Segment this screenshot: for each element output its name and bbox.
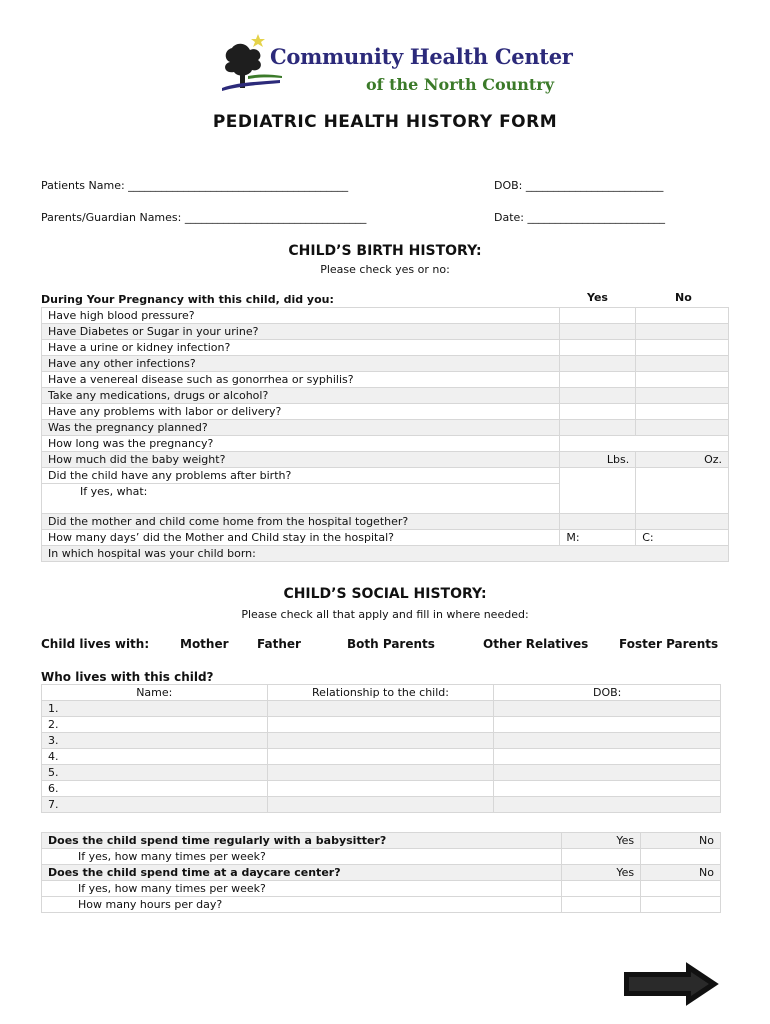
lbs-field[interactable]: Lbs.: [560, 452, 636, 468]
no-checkbox[interactable]: [636, 356, 729, 372]
question: Have high blood pressure?: [42, 308, 560, 324]
question: Have a urine or kidney infection?: [42, 340, 560, 356]
question: Have a venereal disease such as gonorrhea or syphilis?: [42, 372, 560, 388]
answer-cell[interactable]: [641, 849, 721, 865]
table-row: [42, 324, 729, 340]
pregnancy-question-header: During Your Pregnancy with this child, did you:: [41, 293, 334, 306]
org-name: Community Health Center: [270, 44, 573, 69]
oz-field[interactable]: Oz.: [636, 452, 729, 468]
yes-checkbox[interactable]: [560, 404, 636, 420]
option-mother[interactable]: Mother: [180, 637, 229, 651]
table-row: [42, 308, 729, 324]
birth-history-table: [41, 307, 729, 562]
babysitter-question: Does the child spend time regularly with a babysitter?: [42, 833, 562, 849]
row-number[interactable]: 5.: [42, 765, 268, 781]
row-number[interactable]: 6.: [42, 781, 268, 797]
relationship-cell[interactable]: [267, 765, 494, 781]
question[interactable]: If yes, what:: [42, 484, 560, 514]
table-row: [42, 781, 721, 797]
question: How many days’ did the Mother and Child stay in the hospital?: [42, 530, 560, 546]
form-title: PEDIATRIC HEALTH HISTORY FORM: [212, 112, 558, 132]
row-number[interactable]: 1.: [42, 701, 268, 717]
yes-checkbox[interactable]: [560, 468, 636, 514]
table-row: [42, 765, 721, 781]
no-checkbox[interactable]: [636, 308, 729, 324]
table-row: [42, 436, 729, 452]
table-row: [42, 717, 721, 733]
no-checkbox[interactable]: [636, 404, 729, 420]
lives-with-label: Child lives with:: [41, 637, 150, 651]
date-field[interactable]: Date: _________________________: [494, 211, 665, 224]
question: Have any other infections?: [42, 356, 560, 372]
dob-field[interactable]: DOB: _________________________: [494, 179, 664, 192]
table-row: [42, 468, 729, 484]
option-other-relatives[interactable]: Other Relatives: [483, 637, 589, 651]
relationship-cell[interactable]: [267, 717, 494, 733]
dob-cell[interactable]: [494, 797, 721, 813]
question: How much did the baby weight?: [42, 452, 560, 468]
table-row: [42, 881, 721, 897]
babysitter-no[interactable]: No: [641, 833, 721, 849]
option-both-parents[interactable]: Both Parents: [347, 637, 435, 651]
option-foster-parents[interactable]: Foster Parents: [619, 637, 719, 651]
relationship-cell[interactable]: [267, 797, 494, 813]
table-row: [42, 452, 729, 468]
yes-checkbox[interactable]: [560, 420, 636, 436]
no-checkbox[interactable]: [636, 468, 729, 514]
yes-checkbox[interactable]: [560, 356, 636, 372]
table-row: [42, 514, 729, 530]
question: Was the pregnancy planned?: [42, 420, 560, 436]
babysitter-yes[interactable]: Yes: [562, 833, 641, 849]
answer-cell[interactable]: [560, 436, 729, 452]
dob-cell[interactable]: [494, 717, 721, 733]
next-arrow-icon: [623, 962, 719, 1006]
relationship-cell[interactable]: [267, 701, 494, 717]
table-row: [42, 833, 721, 849]
yes-checkbox[interactable]: [560, 340, 636, 356]
no-checkbox[interactable]: [636, 340, 729, 356]
yes-checkbox[interactable]: [560, 324, 636, 340]
yes-checkbox[interactable]: [560, 308, 636, 324]
table-row: [42, 897, 721, 913]
answer-cell[interactable]: [641, 881, 721, 897]
answer-cell[interactable]: [641, 897, 721, 913]
table-header-row: [42, 685, 721, 701]
table-row: [42, 420, 729, 436]
table-row: [42, 356, 729, 372]
table-row: [42, 546, 729, 562]
table-row: [42, 797, 721, 813]
social-history-instruction: Please check all that apply and fill in where needed:: [241, 608, 529, 621]
table-row: [42, 530, 729, 546]
mother-days-field[interactable]: M:: [560, 530, 636, 546]
relationship-cell[interactable]: [267, 733, 494, 749]
answer-cell[interactable]: [562, 849, 641, 865]
question: How long was the pregnancy?: [42, 436, 560, 452]
question: Did the child have any problems after birth?: [42, 468, 560, 484]
relationship-cell[interactable]: [267, 749, 494, 765]
who-lives-label: Who lives with this child?: [41, 670, 214, 684]
question: Have Diabetes or Sugar in your urine?: [42, 324, 560, 340]
daycare-followup-hours[interactable]: How many hours per day?: [42, 897, 562, 913]
answer-cell[interactable]: [562, 881, 641, 897]
dob-cell[interactable]: [494, 781, 721, 797]
answer-cell[interactable]: [562, 897, 641, 913]
yes-checkbox[interactable]: [560, 388, 636, 404]
guardian-names-field[interactable]: Parents/Guardian Names: _________________________________: [41, 211, 367, 224]
col-dob: DOB:: [494, 685, 721, 701]
daycare-followup-times[interactable]: If yes, how many times per week?: [42, 881, 562, 897]
table-row: [42, 340, 729, 356]
yes-checkbox[interactable]: [560, 514, 636, 530]
col-relationship: Relationship to the child:: [267, 685, 494, 701]
no-checkbox[interactable]: [636, 420, 729, 436]
child-days-field[interactable]: C:: [636, 530, 729, 546]
household-table: [41, 684, 721, 813]
row-number[interactable]: 4.: [42, 749, 268, 765]
no-header: No: [675, 291, 692, 304]
table-row: [42, 388, 729, 404]
table-row: [42, 733, 721, 749]
no-checkbox[interactable]: [636, 372, 729, 388]
table-row: [42, 865, 721, 881]
dob-cell[interactable]: [494, 749, 721, 765]
babysitter-followup[interactable]: If yes, how many times per week?: [42, 849, 562, 865]
birth-history-instruction: Please check yes or no:: [320, 263, 450, 276]
birth-history-title: CHILD’S BIRTH HISTORY:: [288, 243, 482, 259]
table-row: [42, 404, 729, 420]
row-number[interactable]: 7.: [42, 797, 268, 813]
row-number[interactable]: 2.: [42, 717, 268, 733]
question[interactable]: In which hospital was your child born:: [42, 546, 729, 562]
daycare-yes[interactable]: Yes: [562, 865, 641, 881]
yes-header: Yes: [587, 291, 608, 304]
social-history-title: CHILD’S SOCIAL HISTORY:: [283, 586, 487, 602]
table-row: [42, 701, 721, 717]
no-checkbox[interactable]: [636, 388, 729, 404]
col-name: Name:: [42, 685, 268, 701]
question: Take any medications, drugs or alcohol?: [42, 388, 560, 404]
no-checkbox[interactable]: [636, 324, 729, 340]
dob-cell[interactable]: [494, 765, 721, 781]
next-page-button[interactable]: [623, 962, 719, 1006]
table-row: [42, 849, 721, 865]
table-row: [42, 749, 721, 765]
care-table: [41, 832, 721, 913]
question: Have any problems with labor or delivery?: [42, 404, 560, 420]
question: Did the mother and child come home from the hospital together?: [42, 514, 560, 530]
daycare-no[interactable]: No: [641, 865, 721, 881]
yes-checkbox[interactable]: [560, 372, 636, 388]
patient-name-field[interactable]: Patients Name: ________________________________________: [41, 179, 349, 192]
dob-cell[interactable]: [494, 701, 721, 717]
row-number[interactable]: 3.: [42, 733, 268, 749]
org-subtitle: of the North Country: [366, 75, 555, 94]
table-row: [42, 372, 729, 388]
daycare-question: Does the child spend time at a daycare center?: [42, 865, 562, 881]
option-father[interactable]: Father: [257, 637, 301, 651]
dob-cell[interactable]: [494, 733, 721, 749]
relationship-cell[interactable]: [267, 781, 494, 797]
no-checkbox[interactable]: [636, 514, 729, 530]
